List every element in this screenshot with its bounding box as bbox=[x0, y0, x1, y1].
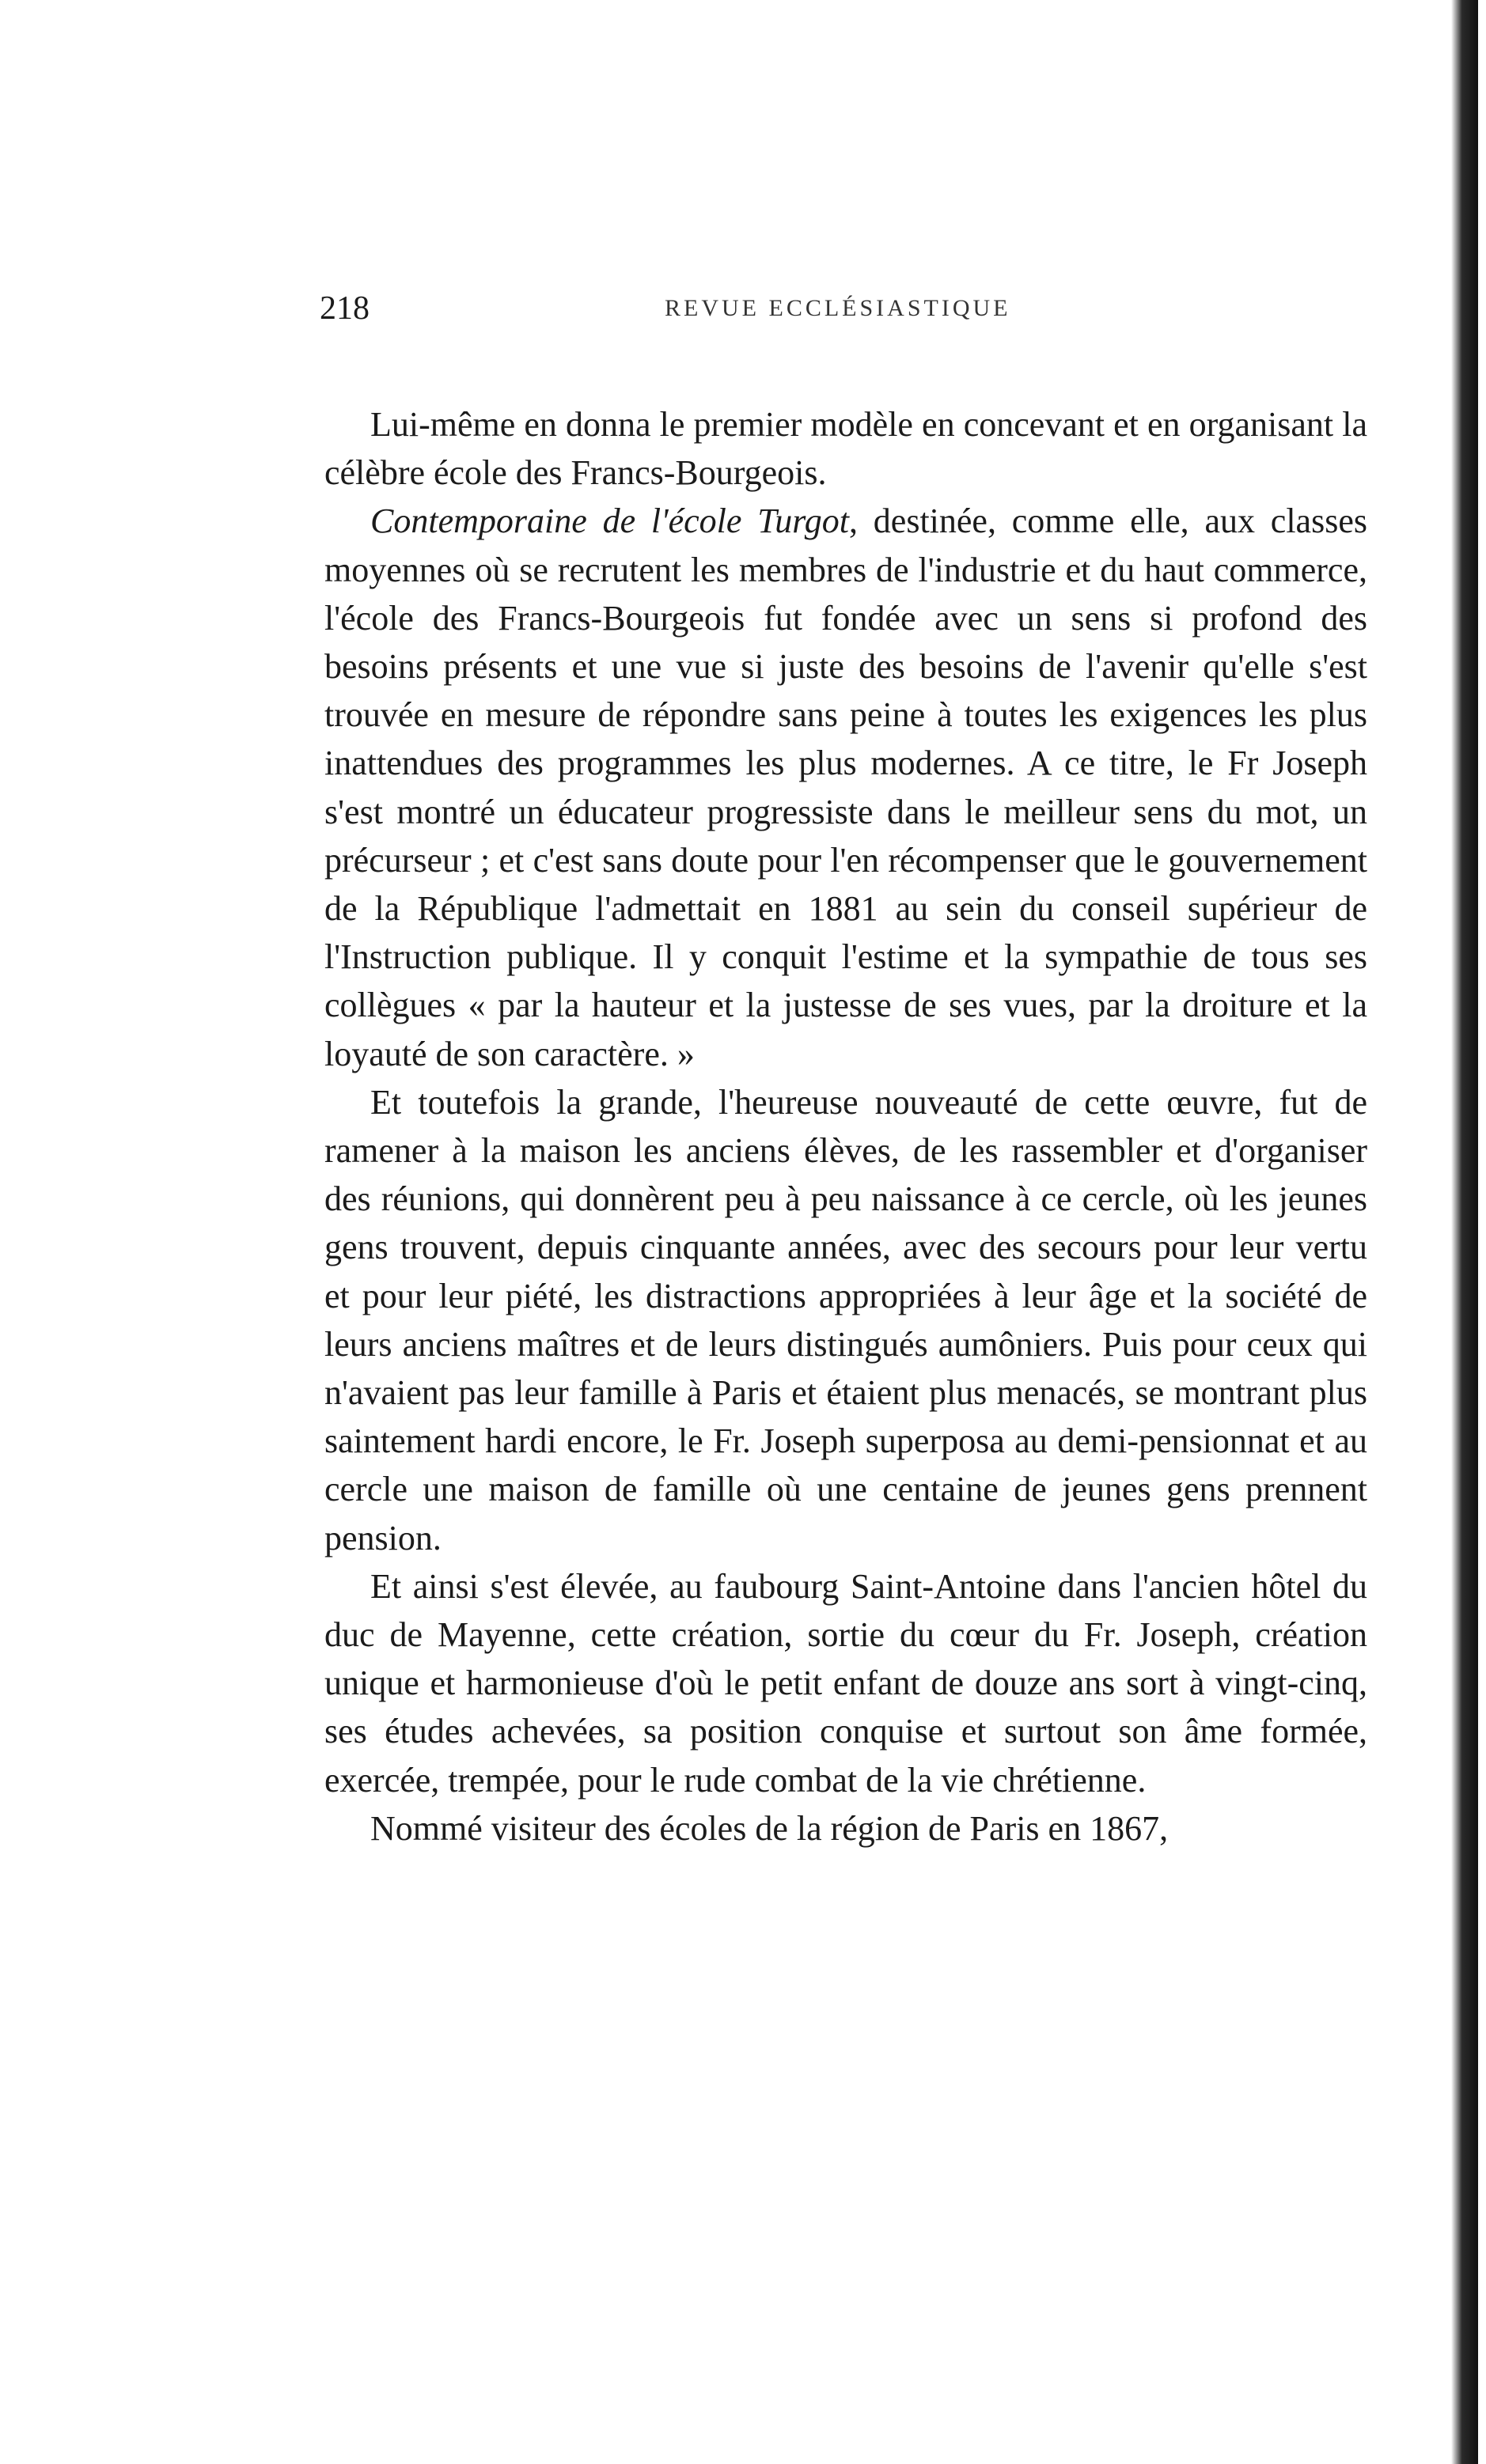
page-header bbox=[320, 285, 1396, 332]
paragraph-text: Et toutefois la grande, l'heureuse nouveauté de cette œuvre, fut de ramener à la maison les anciens élèves, de les rassembler et d'organiser des réunions, qui donnèrent peu à peu naissance à ce cercle, où les jeunes gens trouvent, depuis cinquante années, avec des secours pour leur vertu et pour leur piété, les distractions appropriées à leur âge et la société de leurs anciens maîtres et de leurs distingués aumôniers. Puis pour ceux qui n'avaient pas leur famille à Paris et étaient plus menacés, se montrant plus saintement hardi encore, le Fr. Joseph superposa au demi-pensionnat et au cercle une maison de famille où une centaine de jeunes gens prennent pension. bbox=[324, 1082, 1367, 1558]
paragraph-5 bbox=[324, 1804, 1367, 1853]
italic-lead: Contemporaine de l'école Turgot bbox=[370, 502, 849, 541]
paragraph-text: Et ainsi s'est élevée, au faubourg Saint-Antoine dans l'ancien hôtel du duc de Mayenne, cette création, sortie du cœur du Fr. Joseph, création unique et harmonieuse d'où le petit enfant de douze ans sort à vingt-cinq, ses études achevées, sa position conquise et surtout son âme formée, exercée, trempée, pour le rude combat de la vie chrétienne. bbox=[324, 1566, 1367, 1800]
paragraph-1 bbox=[324, 400, 1367, 497]
paragraph-2 bbox=[324, 497, 1367, 1077]
paragraph-4 bbox=[324, 1562, 1367, 1804]
page-number: 218 bbox=[320, 290, 370, 327]
page-edge-shadow bbox=[1451, 0, 1478, 2464]
paragraph-text: Nommé visiteur des écoles de la région de Paris en 1867, bbox=[370, 1808, 1169, 1848]
paragraph-3 bbox=[324, 1078, 1367, 1562]
page-edge-margin bbox=[1478, 0, 1486, 2464]
running-head: REVUE ECCLÉSIASTIQUE bbox=[665, 295, 1011, 321]
paragraph-text: Lui-même en donna le premier modèle en concevant et en organisant la célèbre école des Francs-Bourgeois. bbox=[324, 405, 1367, 493]
paragraph-text: , destinée, comme elle, aux classes moyennes où se recrutent les membres de l'industrie et du haut commerce, l'école des Francs-Bourgeois fut fondée avec un sens si profond des besoins présents et une vue si juste des besoins de l'avenir qu'elle s'est trouvée en mesure de répondre sans peine à toutes les exigences les plus inattendues des programmes les plus modernes. A ce titre, le Fr Joseph s'est montré un éducateur progressiste dans le meilleur sens du mot, un précurseur ; et c'est sans doute pour l'en récompenser que le gouvernement de la République l'admettait en 1881 au sein du conseil supérieur de l'Instruction publique. Il y conquit l'estime et la sympathie de tous ses collègues « par la hauteur et la justesse de ses vues, par la droiture et la loyauté de son caractère. » bbox=[324, 502, 1367, 1073]
body-text bbox=[324, 400, 1367, 1853]
